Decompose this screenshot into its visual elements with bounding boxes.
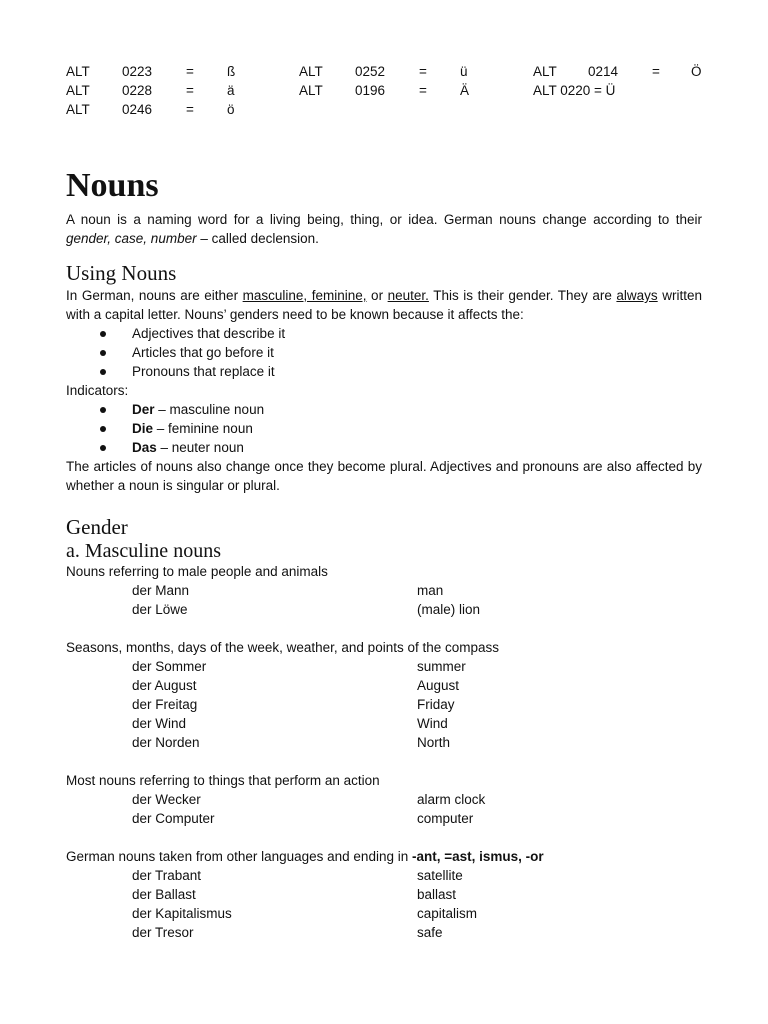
alt-equals: = <box>419 83 427 98</box>
article-die: Die <box>132 421 154 436</box>
vocab-german: der Mann <box>132 583 190 598</box>
vocab-german: der Sommer <box>132 659 207 674</box>
vocab-row <box>66 923 702 942</box>
vocab-english: (male) lion <box>417 602 481 617</box>
vocab-german: der Ballast <box>132 887 196 902</box>
vocab-english: North <box>417 735 451 750</box>
alt-equals: = <box>186 102 194 117</box>
list-item <box>66 362 702 381</box>
vocab-german: der Tresor <box>132 925 194 940</box>
alt-char: ß <box>227 64 236 79</box>
vocab-english: Friday <box>417 697 455 712</box>
alt-code: 0223 <box>122 64 153 79</box>
alt-char: ä <box>227 83 235 98</box>
vocab-german: der Computer <box>132 811 215 826</box>
list-item-text: Adjectives that describe it <box>132 326 286 341</box>
page-title: Nouns <box>66 167 159 204</box>
document-page <box>66 62 702 942</box>
vocab-english: ballast <box>417 887 457 902</box>
alt-label: ALT <box>66 83 90 98</box>
bullet-icon <box>100 369 106 375</box>
section-heading-gender: Gender <box>66 515 128 539</box>
bullet-icon <box>100 350 106 356</box>
using-text: written with a capital letter. Nouns’ genders need to be known because it affects the: <box>66 288 703 322</box>
vocab-english: August <box>417 678 460 693</box>
bullet-icon <box>100 407 106 413</box>
vocab-row <box>66 904 702 923</box>
article-das: Das <box>132 440 157 455</box>
bullet-icon <box>100 331 106 337</box>
group-label <box>66 847 702 866</box>
indicators-label: Indicators: <box>66 383 129 398</box>
alt-label: ALT <box>299 64 323 79</box>
alt-equals: = <box>419 64 427 79</box>
vocab-english: alarm clock <box>417 792 486 807</box>
vocab-row <box>66 790 702 809</box>
intro-text-end: – called declension. <box>196 231 319 246</box>
using-text: This is their gender. They are <box>428 288 617 303</box>
intro-italic: gender, case, number <box>66 231 197 246</box>
vocab-german: der Löwe <box>132 602 188 617</box>
group-label: Nouns referring to male people and animals <box>66 564 328 579</box>
group-label: Most nouns referring to things that perform an action <box>66 773 380 788</box>
vocab-row <box>66 885 702 904</box>
alt-label: ALT <box>533 64 557 79</box>
vocab-german: der August <box>132 678 197 693</box>
list-item <box>66 343 702 362</box>
bullet-icon <box>100 426 106 432</box>
vocab-row <box>66 809 702 828</box>
using-paragraph <box>66 286 702 324</box>
alt-label: ALT <box>66 102 90 117</box>
list-item <box>66 419 702 438</box>
vocab-english: Wind <box>417 716 448 731</box>
alt-char: ö <box>227 102 235 117</box>
using-text: In German, nouns are either <box>66 288 243 303</box>
article-desc: – feminine noun <box>153 421 253 436</box>
alt-label: ALT <box>299 83 323 98</box>
list-item <box>66 324 702 343</box>
vocab-english: satellite <box>417 868 463 883</box>
subheading-masculine: a. Masculine nouns <box>66 540 221 562</box>
alt-code-inline: ALT 0220 = Ü <box>533 83 616 98</box>
vocab-german: der Wecker <box>132 792 201 807</box>
vocab-english: man <box>417 583 444 598</box>
list-item <box>66 400 702 419</box>
plural-note: The articles of nouns also change once they become plural. Adjectives and pronouns are also affected by whether a noun is singular or plural. <box>66 459 702 493</box>
alt-char: Ä <box>460 83 470 98</box>
alt-code: 0196 <box>355 83 386 98</box>
list-item <box>66 438 702 457</box>
vocab-row <box>66 581 702 600</box>
vocab-english: capitalism <box>417 906 478 921</box>
alt-equals: = <box>652 64 660 79</box>
vocab-english: safe <box>417 925 443 940</box>
section-heading-using-nouns: Using Nouns <box>66 261 177 285</box>
vocab-row <box>66 714 702 733</box>
vocab-english: computer <box>417 811 474 826</box>
alt-char: ü <box>460 64 468 79</box>
vocab-german: der Wind <box>132 716 187 731</box>
alt-equals: = <box>186 64 194 79</box>
intro-text: A noun is a naming word for a living being, thing, or idea. German nouns change according to their <box>66 212 702 227</box>
vocab-german: der Kapitalismus <box>132 906 232 921</box>
vocab-row <box>66 733 702 752</box>
vocab-german: der Freitag <box>132 697 198 712</box>
alt-label: ALT <box>66 64 90 79</box>
using-text: or <box>366 288 388 303</box>
vocab-german: der Norden <box>132 735 200 750</box>
group-label: Seasons, months, days of the week, weather, and points of the compass <box>66 640 500 655</box>
alt-code: 0214 <box>588 64 619 79</box>
vocab-row <box>66 600 702 619</box>
list-item-text: Pronouns that replace it <box>132 364 275 379</box>
alt-row <box>66 62 702 81</box>
genders-underlined: masculine, feminine, <box>242 288 367 303</box>
article-der: Der <box>132 402 155 417</box>
affects-list <box>66 324 702 381</box>
neuter-underlined: neuter. <box>387 288 429 303</box>
article-desc: – masculine noun <box>154 402 265 417</box>
alt-code-table <box>66 62 702 122</box>
intro-paragraph <box>66 210 702 248</box>
bullet-icon <box>100 445 106 451</box>
alt-row <box>66 81 702 100</box>
alt-row <box>66 100 702 119</box>
alt-equals: = <box>186 83 194 98</box>
alt-code: 0246 <box>122 102 153 117</box>
group-label-text: German nouns taken from other languages and ending in <box>66 849 412 864</box>
article-desc: – neuter noun <box>156 440 244 455</box>
vocab-row <box>66 695 702 714</box>
vocab-row <box>66 866 702 885</box>
vocab-row <box>66 657 702 676</box>
vocab-row <box>66 676 702 695</box>
indicators-list <box>66 400 702 457</box>
always-underlined: always <box>616 288 658 303</box>
alt-char: Ö <box>691 64 702 79</box>
group-label-endings: -ant, =ast, ismus, -or <box>411 849 544 864</box>
list-item-text: Articles that go before it <box>132 345 274 360</box>
alt-code: 0252 <box>355 64 386 79</box>
vocab-german: der Trabant <box>132 868 202 883</box>
alt-code: 0228 <box>122 83 153 98</box>
vocab-english: summer <box>417 659 466 674</box>
